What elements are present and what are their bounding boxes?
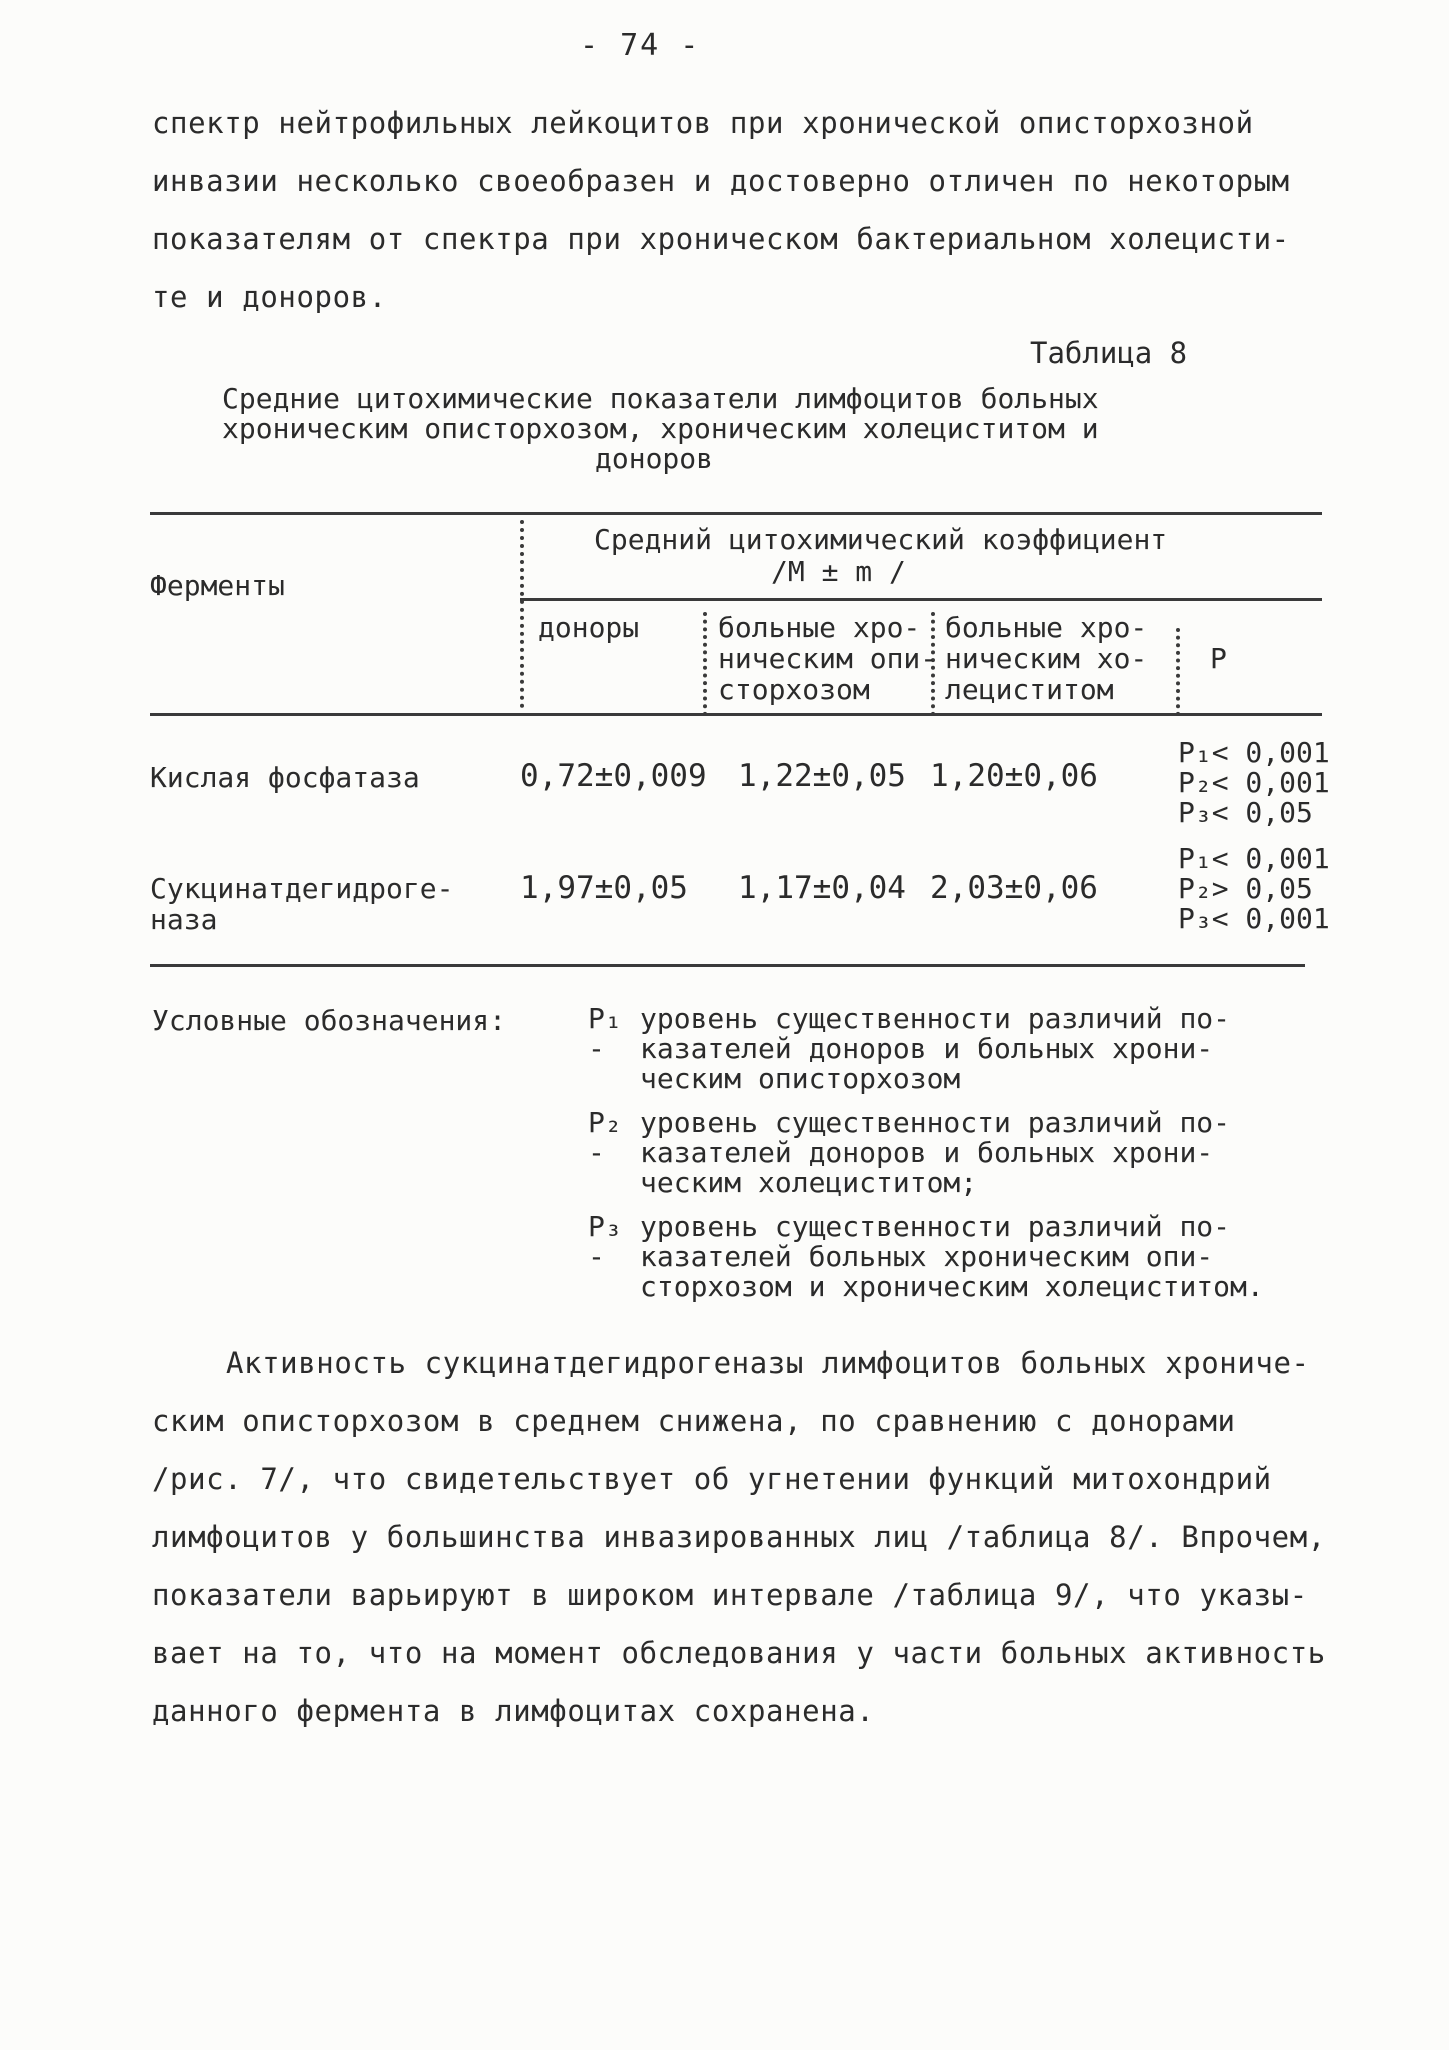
header-line: лециститом	[945, 673, 1114, 706]
legend-line: казателей доноров и больных хрони-	[640, 1032, 1214, 1065]
p-value: P₃< 0,05	[1178, 796, 1313, 829]
header-line: сторхозом	[718, 673, 870, 706]
table-bottom-rule	[150, 964, 1305, 967]
header-bottom-rule	[150, 713, 1322, 716]
row-value-donors: 1,97±0,05	[520, 870, 688, 906]
p-value: P₁< 0,001	[1178, 736, 1330, 769]
header-line: ническим хо-	[945, 642, 1148, 675]
table-caption	[222, 384, 1099, 474]
caption-line: Средние цитохимические показатели лимфоцитов больных	[222, 382, 1099, 415]
page-number: - 74 -	[580, 28, 701, 63]
legend-symbol: P₁ -	[588, 1002, 622, 1065]
header-line: ническим опи-	[718, 642, 938, 675]
text-line: вает на то, что на момент обследования у части больных активность	[152, 1636, 1326, 1670]
legend-text	[640, 1004, 1230, 1094]
row-value-cholecystitis: 1,20±0,06	[930, 758, 1098, 794]
column-separator	[703, 612, 707, 716]
caption-line: доноров	[595, 442, 714, 475]
legend-line: уровень существенности различий по-	[640, 1210, 1231, 1243]
legend-line: казателей доноров и больных хрони-	[640, 1136, 1214, 1169]
legend-line: уровень существенности различий по-	[640, 1106, 1231, 1139]
column-separator	[1176, 628, 1180, 716]
header-cholecystitis	[945, 612, 1147, 705]
legend-text	[640, 1212, 1264, 1302]
text-line: ским описторхозом в среднем снижена, по сравнению с донорами	[152, 1404, 1236, 1438]
header-group-line2: /М ± m /	[771, 555, 906, 588]
table-top-rule	[150, 512, 1322, 515]
header-donors: доноры	[538, 611, 640, 644]
legend-line: казателей больных хроническим опи-	[640, 1240, 1214, 1273]
p-value: P₂< 0,001	[1178, 766, 1330, 799]
legend-text	[640, 1108, 1230, 1198]
row-p-values	[1178, 738, 1330, 828]
row-value-opisthorchiasis: 1,22±0,05	[738, 758, 906, 794]
row-enzyme-succinate-dehydrogenase	[150, 873, 453, 935]
legend-line: ческим холециститом;	[640, 1166, 978, 1199]
legend-line: сторхозом и хроническим холециститом.	[640, 1270, 1264, 1303]
text-line: показателям от спектра при хроническом бактериальном холецисти-	[152, 222, 1290, 256]
header-line: больные хро-	[718, 611, 921, 644]
text-line: /рис. 7/, что свидетельствует об угнетении функций митохондрий	[152, 1462, 1272, 1496]
header-mid-rule	[520, 598, 1322, 601]
caption-line: хроническим описторхозом, хроническим холециститом и	[222, 412, 1099, 445]
row-value-cholecystitis: 2,03±0,06	[930, 870, 1098, 906]
header-line: больные хро-	[945, 611, 1148, 644]
table-label: Таблица 8	[1030, 336, 1188, 370]
text-line: Активность сукцинатдегидрогеназы лимфоцитов больных хрониче-	[226, 1346, 1310, 1380]
row-p-values	[1178, 844, 1330, 934]
header-opisthorchiasis	[718, 612, 937, 705]
p-value: P₁< 0,001	[1178, 842, 1330, 875]
text-line: инвазии несколько своеобразен и достоверно отличен по некоторым	[152, 164, 1290, 198]
row-enzyme-acid-phosphatase: Кислая фосфатаза	[150, 761, 420, 794]
text-line: показатели варьируют в широком интервале /таблица 9/, что указы-	[152, 1578, 1308, 1612]
enzyme-line: наза	[150, 903, 218, 936]
legend-line: уровень существенности различий по-	[640, 1002, 1231, 1035]
text-line: лимфоцитов у большинства инвазированных лиц /таблица 8/. Впрочем,	[152, 1520, 1326, 1554]
row-value-donors: 0,72±0,009	[520, 758, 707, 794]
text-line: данного фермента в лимфоцитах сохранена.	[152, 1694, 875, 1728]
legend-line: ческим описторхозом	[640, 1062, 961, 1095]
p-value: P₃< 0,001	[1178, 902, 1330, 935]
intro-paragraph	[152, 94, 1290, 326]
header-p: Р	[1210, 642, 1227, 675]
legend-symbol: P₃ -	[588, 1210, 622, 1273]
header-enzymes: Ферменты	[150, 569, 285, 602]
enzyme-line: Сукцинатдегидроге-	[150, 872, 454, 905]
body-paragraph	[152, 1334, 1326, 1740]
p-value: P₂> 0,05	[1178, 872, 1313, 905]
legend-symbol: P₂ -	[588, 1106, 622, 1169]
legend-title: Условные обозначения:	[152, 1004, 507, 1037]
text-line: те и доноров.	[152, 280, 387, 314]
column-separator	[520, 520, 524, 708]
row-value-opisthorchiasis: 1,17±0,04	[738, 870, 906, 906]
text-line: спектр нейтрофильных лейкоцитов при хронической описторхозной	[152, 106, 1254, 140]
header-group-line1: Средний цитохимический коэффициент	[594, 523, 1168, 556]
